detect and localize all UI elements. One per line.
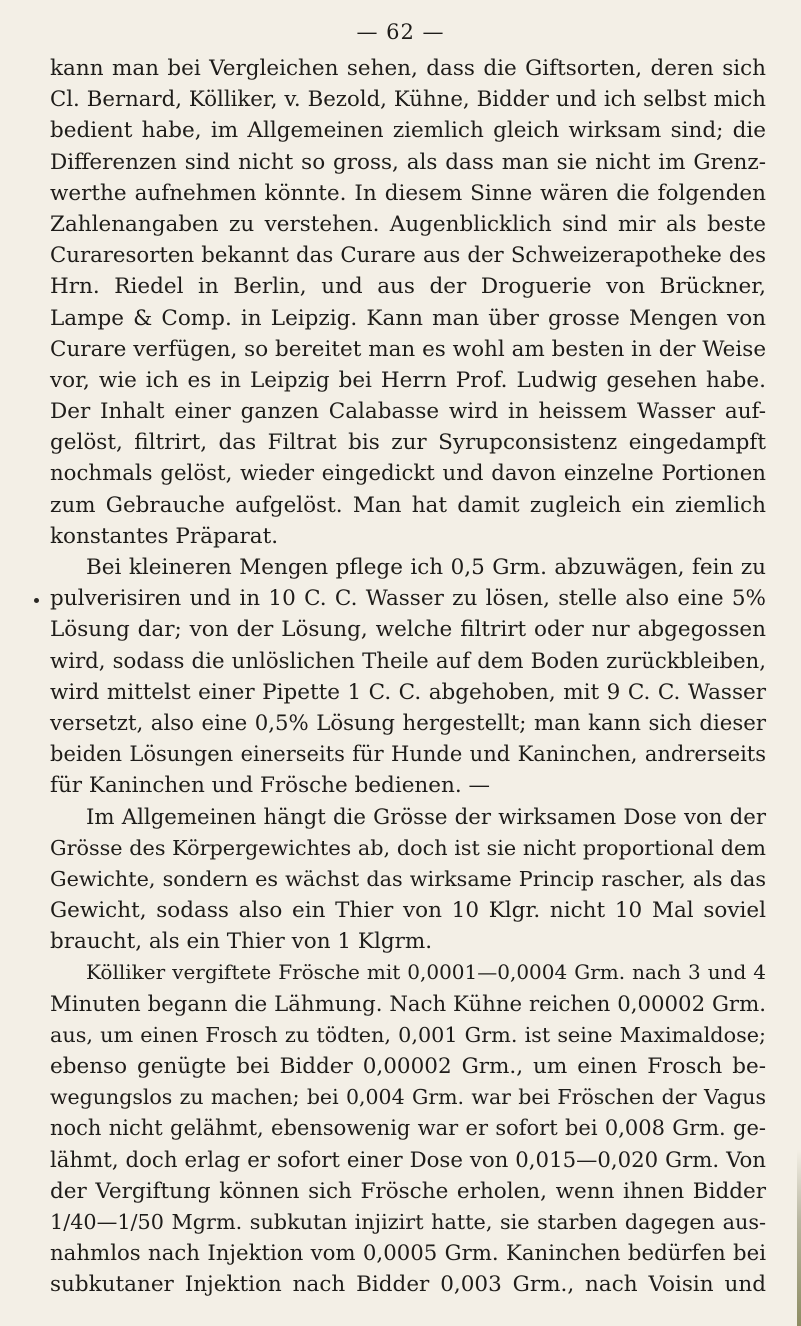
text-line: Bei kleineren Mengen pflege ich 0,5 Grm. abzuwägen, fein zu [86, 555, 766, 580]
text-line: der Vergiftung können sich Frösche erholen, wenn ihnen Bidder [50, 1178, 766, 1204]
text-line: aus, um einen Frosch zu tödten, 0,001 Grm. ist seine Maximaldose; [50, 1022, 766, 1047]
text-line: Im Allgemeinen hängt die Grösse der wirksamen Dose von der [86, 804, 766, 830]
text-line: Lösung dar; von der Lösung, welche filtrirt oder nur abgegossen [50, 617, 766, 643]
text-line: wird mittelst einer Pipette 1 C. C. abgehoben, mit 9 C. C. Wasser [50, 679, 766, 705]
text-line: Zahlenangaben zu verstehen. Augenblicklich sind mir als beste [50, 211, 766, 237]
text-line: Curaresorten bekannt das Curare aus der Schweizerapotheke des [50, 243, 766, 269]
text-line: versetzt, also eine 0,5% Lösung hergestellt; man kann sich dieser [50, 710, 766, 736]
text-line: für Kaninchen und Frösche bedienen. — [50, 773, 491, 799]
text-line: Lampe & Comp. in Leipzig. Kann man über grosse Mengen von [50, 305, 766, 331]
text-line: Grösse des Körpergewichtes ab, doch ist sie nicht proportional dem [50, 835, 766, 860]
text-line: noch nicht gelähmt, ebensowenig war er sofort bei 0,008 Grm. ge- [50, 1116, 766, 1141]
text-line: bedient habe, im Allgemeinen ziemlich gleich wirksam sind; die [50, 118, 766, 144]
margin-mark [34, 598, 39, 603]
page-number: — 62 — [356, 20, 445, 44]
text-line: Der Inhalt einer ganzen Calabasse wird in heissem Wasser auf- [50, 399, 766, 425]
text-line: braucht, als ein Thier von 1 Klgrm. [50, 929, 433, 955]
text-line: Differenzen sind nicht so gross, als dass man sie nicht im Grenz- [50, 149, 766, 175]
text-line: Cl. Bernard, Kölliker, v. Bezold, Kühne, Bidder und ich selbst mich [50, 87, 766, 113]
text-line: Kölliker vergiftete Frösche mit 0,0001—0,0004 Grm. nach 3 und 4 [86, 960, 766, 985]
text-line: Hrn. Riedel in Berlin, und aus der Droguerie von Brückner, [50, 274, 766, 300]
text-line: lähmt, doch erlag er sofort einer Dose von 0,015—0,020 Grm. Von [50, 1147, 766, 1173]
body-text [50, 53, 766, 1301]
text-line: nochmals gelöst, wieder eingedickt und davon einzelne Portionen [50, 461, 766, 487]
text-line: Gewicht, sodass also ein Thier von 10 Klgr. nicht 10 Mal soviel [50, 898, 766, 924]
text-line: 1/40—1/50 Mgrm. subkutan injizirt hatte, sie starben dagegen aus- [50, 1209, 766, 1234]
text-line: wegungslos zu machen; bei 0,004 Grm. war bei Fröschen der Vagus [50, 1085, 766, 1110]
text-line: subkutaner Injektion nach Bidder 0,003 Grm., nach Voisin und [50, 1272, 766, 1298]
text-line: gelöst, filtrirt, das Filtrat bis zur Syrupconsistenz eingedampft [50, 430, 766, 456]
page-edge-stain [797, 1150, 801, 1326]
text-line: konstantes Präparat. [50, 523, 279, 549]
text-line: nahmlos nach Injektion vom 0,0005 Grm. Kaninchen bedürfen bei [50, 1241, 766, 1267]
text-line: vor, wie ich es in Leipzig bei Herrn Prof. Ludwig gesehen habe. [50, 367, 766, 393]
text-line: Minuten begann die Lähmung. Nach Kühne reichen 0,00002 Grm. [50, 991, 766, 1017]
text-line: zum Gebrauche aufgelöst. Man hat damit zugleich ein ziemlich [50, 492, 766, 518]
text-line: ebenso genügte bei Bidder 0,00002 Grm., um einen Frosch be- [50, 1054, 766, 1079]
text-line: wird, sodass die unlöslichen Theile auf dem Boden zurückbleiben, [50, 648, 766, 674]
text-line: kann man bei Vergleichen sehen, dass die Giftsorten, deren sich [50, 56, 766, 81]
text-line: Curare verfügen, so bereitet man es wohl am besten in der Weise [50, 336, 767, 362]
text-line: pulverisiren und in 10 C. C. Wasser zu lösen, stelle also eine 5% [50, 586, 766, 612]
text-line: werthe aufnehmen könnte. In diesem Sinne wären die folgenden [50, 180, 766, 206]
text-line: beiden Lösungen einerseits für Hunde und Kaninchen, andrerseits [50, 742, 766, 767]
text-line: Gewichte, sondern es wächst das wirksame Princip rascher, als das [50, 866, 766, 891]
